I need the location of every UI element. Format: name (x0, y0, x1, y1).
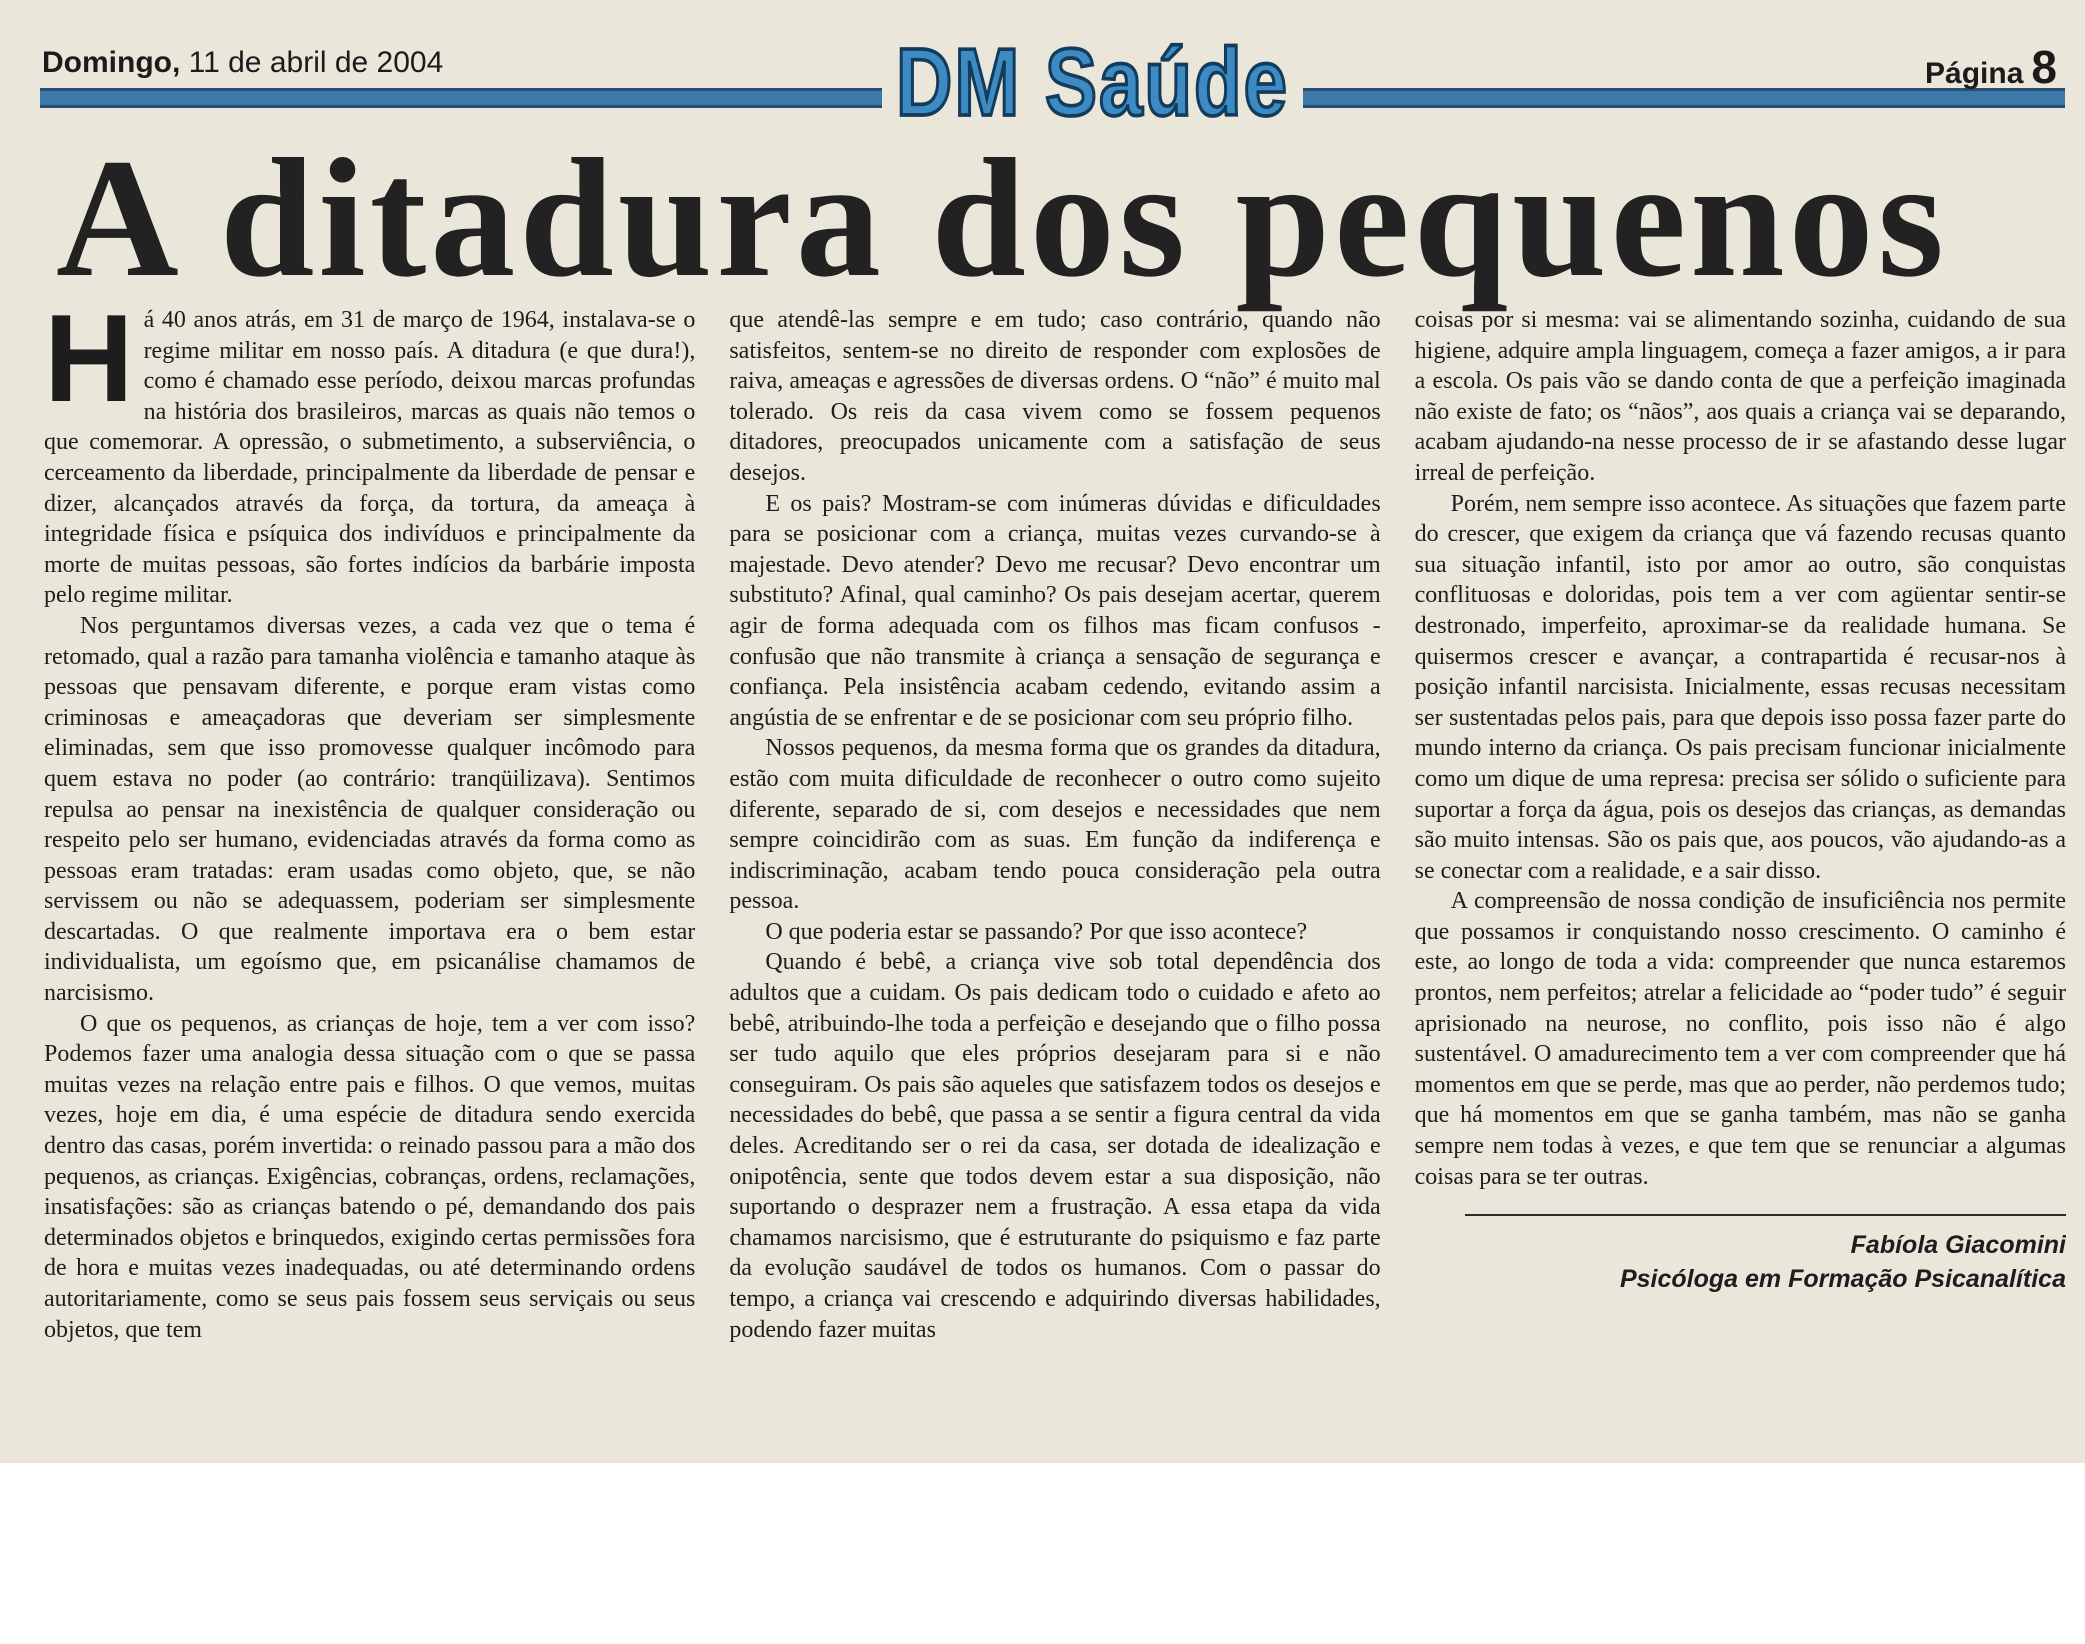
column-1 (44, 305, 695, 1440)
drop-cap: H (44, 305, 134, 428)
column-3 (1415, 305, 2066, 1440)
column-2 (729, 305, 1380, 1440)
masthead (40, 28, 2065, 136)
issue-weekday: Domingo, (42, 46, 181, 79)
byline (1465, 1214, 2066, 1296)
page-indicator (1925, 40, 2057, 94)
paragraph-1 (44, 305, 695, 611)
article-body (44, 305, 2066, 1440)
author-role: Psicóloga em Formação Psicanalítica (1619, 1265, 2066, 1294)
page-label: Página (1925, 57, 2024, 90)
paragraph-3-part-2: que atendê-las sempre e em tudo; caso contrário, quando não satisfeitos, sentem-se no direito de responder com explosões de raiva, ameaças e agressões de diversas ordens. O “não” é muito mal tolerado. Os reis da casa vivem como se fossem pequenos ditadores, preocupados unicamente com a satisfação de seus desejos. (729, 307, 1381, 486)
issue-date-text: 11 de abril de 2004 (180, 46, 444, 79)
paragraph-2: Nos perguntamos diversas vezes, a cada vez que o tema é retomado, qual a razão para tamanha violência e tamanho ataque às pessoas que pensavam diferente, e porque eram vistas como criminosas e ameaçadoras que deveriam ser simplesmente eliminadas, sem que isso promovesse qualquer incômodo para quem estava no poder (ao contrário: tranqüilizava). Sentimos repulsa ao pensar na inexistência de qualquer consideração ou respeito pelo ser humano, evidenciadas através da forma como as pessoas eram tratadas: eram usadas como objeto, que, se não servissem ou não se adequassem, poderiam ser simplesmente descartadas. O que realmente importava era o bem estar individualista, um egoísmo que, em psicanálise chamamos de narcisismo. (44, 612, 696, 1007)
page-number: 8 (2031, 41, 2057, 93)
paragraph-9: A compreensão de nossa condição de insuficiência nos permite que possamos ir conquistando nosso crescimento. O caminho é este, ao longo de toda a vida: compreender que nunca estaremos prontos, nem perfeitos; atrelar a felicidade ao “poder tudo” é seguir aprisionado na neurose, no conflito, pois isso não é algo sustentável. O amadurecimento tem a ver com compreender que há momentos em que se perde, mas que ao perder, não perdemos tudo; que há momentos em que se ganha também, mas não se ganha sempre nem todas à vezes, e que tem que se renunciar a algumas coisas para se ter outras. (1414, 888, 2066, 1190)
paragraph-4: E os pais? Mostram-se com inúmeras dúvidas e dificuldades para se posicionar com a criança, muitas vezes curvando-se à majestade. Devo atender? Devo me recusar? Devo encontrar um substituto? Afinal, qual caminho? Os pais desejam acertar, querem agir de forma adequada com os filhos mas ficam confusos - confusão que não transmite à criança a sensação de segurança e confiança. Pela insistência acabam cedendo, evitando assim a angústia de se enfrentar e de se posicionar com seu próprio filho. (729, 490, 1381, 731)
paragraph-3-part-1: O que os pequenos, as crianças de hoje, tem a ver com isso? Podemos fazer uma analogia dessa situação com o que se passa muitas vezes na relação entre pais e filhos. O que vemos, muitas vezes, hoje em dia, é uma espécie de ditadura sendo exercida dentro das casas, porém invertida: o reinado passou para a mão dos pequenos, as crianças. Exigências, cobranças, ordens, reclamações, insatisfações: são as crianças batendo o pé, demandando dos pais determinados objetos e brinquedos, exigindo certas permissões fora de hora e muitas vezes inadequadas, ou até determinando ordens autoritariamente, como se seus pais fossem seus serviçais ou seus objetos, que tem (44, 1010, 696, 1343)
paragraph-7-part-1: Quando é bebê, a criança vive sob total dependência dos adultos que a cuidam. Os pais dedicam todo o cuidado e afeto ao bebê, atribuindo-lhe toda a perfeição e desejando que o filho possa ser tudo aquilo que eles próprios desejaram para si e não conseguiram. Os pais são aqueles que satisfazem todos os desejos e necessidades do bebê, que passa a se sentir a figura central da vida deles. Acreditando ser o rei da casa, ser dotada de idealização e onipotência, sente que todos devem estar a sua disposição, não suportando o desprazer nem a frustração. A essa etapa da vida chamamos narcisismo, que é estruturante do psiquismo e faz parte da evolução saudável de todos os humanos. Com o passar do tempo, a criança vai crescendo e adquirindo diversas habilidades, podendo fazer muitas (729, 949, 1381, 1343)
paragraph-8: Porém, nem sempre isso acontece. As situações que fazem parte do crescer, que exigem da criança que vá fazendo recusas quanto sua situação infantil, isto por amor ao outro, são conquistas conflituosas e doloridas, pois tem a ver com agüentar sentir-se destronado, imperfeito, aproximar-se da realidade humana. Se quisermos crescer e avançar, a contrapartida é recusar-nos à posição infantil narcisista. Inicialmente, essas recusas necessitam ser sustentadas pelos pais, para que depois isso possa fazer parte do mundo interno da criança. Os pais precisam funcionar inicialmente como um dique de uma represa: precisa ser sólido o suficiente para suportar a força da água, pois os desejos das crianças, as demandas são muito intensas. São os pais que, aos poucos, vão ajudando-as a se conectar com a realidade, e a sair disso. (1414, 490, 2066, 884)
issue-date (42, 46, 443, 80)
section-logo: DM Saúde (882, 19, 1303, 146)
paragraph-6: O que poderia estar se passando? Por que isso acontece? (765, 918, 1308, 945)
author-name: Fabíola Giacomini (1850, 1231, 2066, 1260)
paragraph-1-text: á 40 anos atrás, em 31 de março de 1964, instalava-se o regime militar em nosso país. A ditadura (e que dura!), como é chamado esse período, deixou marcas profundas na história dos brasileiros, marcas as quais não temos o que comemorar. A opressão, o submetimento, a subserviência, o cerceamento da liberdade, principalmente da liberdade de pensar e dizer, alcançados através da força, da tortura, da ameaça à integridade física e psíquica dos indivíduos e principalmente da morte de muitas pessoas, são fortes indícios da barbárie imposta pelo regime militar. (44, 307, 696, 609)
paragraph-7-part-2: coisas por si mesma: vai se alimentando sozinha, cuidando de sua higiene, adquire ampla linguagem, começa a fazer amigos, a ir para a escola. Os pais vão se dando conta de que a perfeição imaginada não existe de fato; os “nãos”, aos quais a criança vai se deparando, acabam ajudando-na nesse processo de ir se afastando desse lugar irreal de perfeição. (1414, 307, 2066, 486)
article-headline: A ditadura dos pequenos (56, 124, 1948, 312)
paragraph-5: Nossos pequenos, da mesma forma que os grandes da ditadura, estão com muita dificuldade de reconhecer o outro como sujeito diferente, separado de si, com desejos e necessidades que nem sempre coincidirão com as suas. Em função da indiferença e indiscriminação, acabam tendo pouca consideração pela outra pessoa. (729, 735, 1381, 915)
